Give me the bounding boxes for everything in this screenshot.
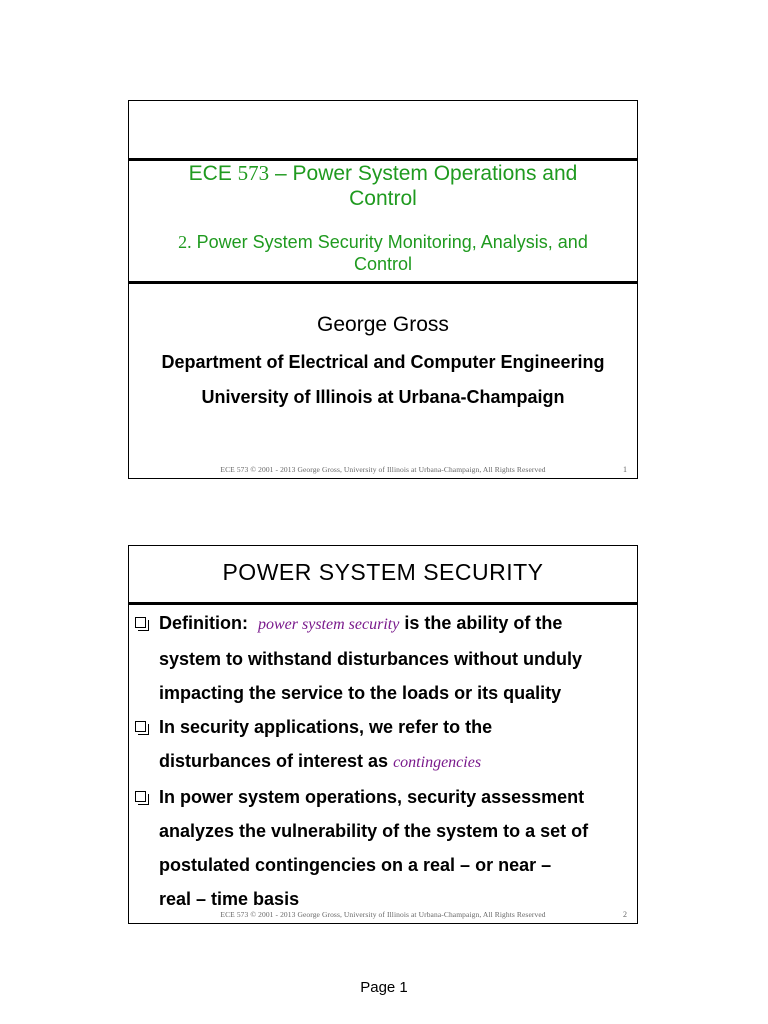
title-bottom-rule	[129, 281, 637, 284]
definition-label: Definition:	[159, 613, 248, 633]
course-number: 573	[237, 161, 270, 185]
course-title-prefix: ECE	[188, 162, 238, 185]
checkbox-bullet-icon	[135, 721, 146, 732]
slide-heading: POWER SYSTEM SECURITY	[222, 559, 544, 585]
bullet-item	[129, 780, 637, 916]
bullet-text: In security applications, we refer to the	[159, 717, 493, 737]
page-label: Page 1	[360, 979, 408, 996]
heading-rule	[129, 602, 637, 605]
course-title	[129, 161, 637, 211]
bullet-text: postulated contingencies on a real – or near –	[159, 855, 552, 875]
bullet-text: impacting the service to the loads or its quality	[159, 683, 562, 703]
term-highlight: power system security	[258, 616, 400, 633]
term-highlight: contingencies	[393, 754, 482, 771]
department-name: Department of Electrical and Computer Engineering	[161, 352, 605, 372]
bullet-text: is the ability of the	[399, 613, 563, 633]
slide-2	[128, 545, 638, 924]
bullet-text: real – time basis	[159, 889, 300, 909]
lecture-subtitle-line2: Control	[353, 254, 413, 274]
slide-1	[128, 100, 638, 479]
course-title-line2: Control	[349, 187, 417, 210]
bullet-item	[129, 710, 637, 780]
bullet-item	[129, 606, 637, 710]
bullet-text: analyzes the vulnerability of the system to a set of	[159, 821, 589, 841]
bullet-text: disturbances of interest as	[159, 751, 394, 771]
slide-number: 1	[623, 465, 627, 474]
slide-number: 2	[623, 910, 627, 919]
author-name: George Gross	[317, 313, 449, 336]
slide-footer: ECE 573 © 2001 - 2013 George Gross, University of Illinois at Urbana-Champaign, All Rights Reserved	[220, 465, 546, 474]
lecture-number: 2.	[178, 232, 192, 252]
lecture-subtitle	[129, 231, 637, 275]
bullet-text: In power system operations, security assessment	[159, 787, 585, 807]
bullet-list	[129, 606, 637, 916]
bullet-text: system to withstand disturbances without unduly	[159, 649, 583, 669]
university-name: University of Illinois at Urbana-Champaign	[201, 387, 565, 407]
checkbox-bullet-icon	[135, 617, 146, 628]
slide-footer: ECE 573 © 2001 - 2013 George Gross, University of Illinois at Urbana-Champaign, All Rights Reserved	[220, 910, 546, 919]
lecture-subtitle-line1: Power System Security Monitoring, Analysis, and	[191, 232, 588, 252]
checkbox-bullet-icon	[135, 791, 146, 802]
course-title-rest: – Power System Operations and	[269, 162, 578, 185]
